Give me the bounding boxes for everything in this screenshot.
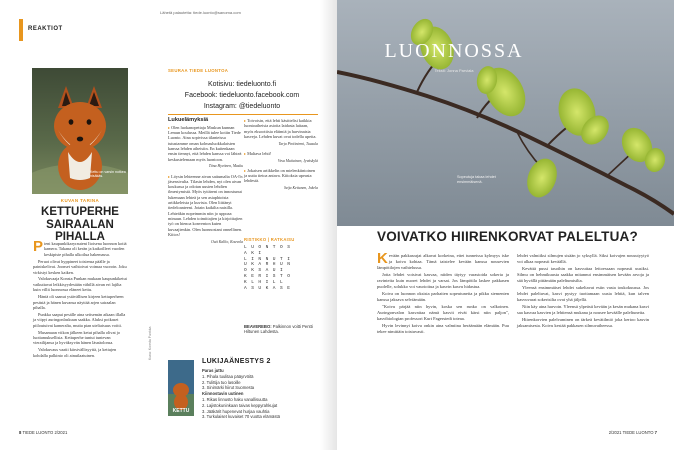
letter-signature: Seija Kettunen, Jokela — [283, 186, 318, 191]
letter-item: ▸ Jokaisen artikkelin on mielenkiintoinen ja uutta tietoa antava. Kiitoksia upeasta lehdestä. — [244, 167, 315, 184]
left-body-text — [33, 238, 129, 360]
gutter-shadow — [320, 0, 337, 450]
issue-number: 2/2021 — [54, 430, 68, 435]
right-page — [337, 0, 674, 450]
left-body-paragraph: Valokuvaaja Konsta Punkan mukaan kaupunkiketut vaikuttavat leikkisyydestään vähillä aivan eri lajilta kuin villit luonnossa eläneet kettu. — [33, 276, 127, 293]
left-body-paragraph: Punkka saapui pesälle aina seitsemän aikaan illalla ja viipyi auringonlaskuun saakka. Aluksi poikaset piiloutuivat kameralta, mutta pian uteliaisuus voitti. — [33, 311, 126, 328]
letter-signature: Vesa Mutiainen, Jyväskylä — [277, 158, 318, 163]
letter-item: ▸ Löysin lehteenne aivan sattumalta OA-l'n jäsensivulta. Tilasin lehden, nyt olen aivan koukussa ja odotan uusien lehdien ilmestymistä. Myös tyttäreni on innostunut lukemaan lehteä ja sen asiaphtoista artikkeleista ja kuvista. Olen liittänyt tiedeloanteeni. Jotain kaikilta naisilla. Lehteäkin nopeimmin niin jo uppoaa minuun. Lehden toimittajien ja kirjoittajien työ on hienoa konventon kuten kuvaajienkin. Olen luonnostani onnellinen. Kiitos! — [168, 173, 243, 237]
poll-list — [202, 368, 318, 420]
crossword-row: K E R I S T O — [244, 273, 291, 279]
triangle-bullet-icon: ▸ — [244, 118, 247, 123]
right-body-paragraph: Kevään pakkasrajat alkavat korkeina, ettei tunneissa kylmyys iske ja koiva kohtaa. Tämä taistelee kevään kanssa nousevien lämpötilojen vaihtelussa. — [377, 250, 509, 270]
triangle-bullet-icon: ▸ — [168, 124, 171, 130]
poll-item: 1. Pihala tuulitaa pääyrvöitä — [202, 373, 254, 379]
section-label: REAKTIOT — [28, 26, 63, 32]
reader-poll-box — [168, 354, 318, 429]
left-body-paragraph: Musamaan viikon jälkeen ketut pihalla olivat jo luottamuksellisia. Kettuperhe tuntui tuntevan vierailijansa ja hyväksyvän hänen läsnäolonsa. — [33, 329, 121, 346]
right-body-paragraph: Yleensä ensimmäiset lehdet sukeltavat esiin vasta toukokuussa. Jos lehdet paleltuvat, kasvi pystyy tuottamaan uusia lehtiä, kun talven kasvuvarat sokerisilta ovat yhä jäljellä. — [517, 285, 649, 302]
left-headline: KETTUPERHE SAIRAALAN PIHALLA — [41, 206, 119, 243]
right-headline: VOIVATKO HIIRENKORVAT PALELTUA? — [377, 229, 638, 244]
publication-name: TIEDE LUONTO — [22, 430, 54, 435]
left-body-paragraph: Pieni kaupunkikaryrauteni Itoisena luonnon kotiä kamera. Takana oli kerän ja katkoilleet vuoden keskipiste pihalla ulkoilua hakemassa. — [33, 238, 127, 257]
contact-box — [168, 79, 316, 112]
poll-title: LUKIJAÄNESTYS 2 — [202, 358, 271, 365]
fox-caption: Kettu on varsin notkea nisäkäs. — [90, 170, 126, 179]
poll-item: 3. Sinimärki hiirut Suomesta — [202, 385, 255, 391]
crossword-row: A K I — [244, 250, 263, 256]
crossword-row: O K S A U I — [244, 268, 284, 274]
winner-caption: BEAVEREBO: Palkinnon voitti Pentti Hiltunen Lahdesta. — [244, 324, 313, 335]
crossword-row: A S U K A S E — [244, 285, 291, 291]
poll-item: 3. Turkulaiset kuvaiset 70 vuotta elämästä — [202, 414, 280, 420]
right-body-column-1 — [377, 250, 509, 336]
birch-leaves-photo — [337, 0, 674, 226]
left-body-paragraph: Valokuvaus vaatii kärsivällisyyttä, ja kettujen kohdalla palkinto oli ainutlaatuinen. — [33, 347, 117, 358]
right-body-paragraph: Hyvin levinnyt koivu onkin aina valmiina heräämään elämään. Puu tekee nimittäin toistuvasti. — [377, 323, 509, 334]
contact-facebook[interactable]: Facebook: tiedeluonto.facebook.com — [184, 92, 300, 99]
issue-number: 2/2021 — [608, 430, 622, 435]
crossword-kicker: RISTIKKO | RATKAISU — [244, 237, 295, 242]
right-body-paragraph: Koiva on luonnon oksista parhaiten sopeutuneita ja pikku siementen kanssa jaksava selviämään. — [377, 291, 509, 302]
crossword-row: L I N N U T I — [244, 256, 291, 262]
crossword-row: L U O N T O S — [244, 245, 291, 250]
left-page-footer — [19, 430, 67, 435]
right-body-paragraph: Niin käy aina harvoin. Yleensä ylpeästi kevään ja kesän mukana kasvi saa kasvaa kasvien ja lehtiensä mukana ja nousee keväälle paleltuneita. — [517, 304, 649, 315]
contact-instagram[interactable]: Instagram: @tiedeluonto — [203, 103, 281, 110]
right-body-paragraph: Hiirenkorvien palelvaminen on tärkeä kevätilmiö joka kertoo kasvin jaksamisesta. Koivu kestää pakkasen silmuvaiheessa. — [517, 317, 649, 328]
poll-item: 2. Tulittija tuo lasoille — [202, 379, 241, 385]
crossword-row: U K A R H U N — [244, 262, 291, 268]
poll-item: 2. Lajistokuninkaan taivas keppyrahkujat — [202, 402, 278, 408]
letters-column-left — [168, 118, 243, 249]
poll-item: 3. Jääkärit hupenevat hurjaa vauhtia — [202, 408, 270, 414]
left-body-paragraph: Häntä oli saanut ystävällisen kirjeen kettuperheen pesästä ja hänen kuvansa näyttää arjen sairaalan pihalla. — [33, 294, 124, 310]
right-body-column-2 — [517, 253, 649, 330]
page-number: 7 — [654, 430, 657, 435]
left-body-paragraph: Peruot olivat hyppineet toisiensa päälle ja painiskelivat. Joonset vaihtoivat voimaa vuoroin. Joku virkistyi kesken kaiken. — [33, 258, 127, 275]
right-body-paragraph: Jotta lehdet voisivat kasvaa, niiden täytyy varastoida sokeria ja ravinteita kuin nuoret lehdet ja varsat. Jos lämpötila laskee pakkasen puolelle, solukko voi vaurioitua ja kasvin kasvu hidastua. — [377, 272, 509, 289]
letter-item: ▸ Maltava lehti! — [244, 150, 272, 156]
right-page-footer — [609, 430, 657, 435]
story-kicker: KUVAN TARINA — [60, 198, 100, 203]
letter-signature: Outi Kallio, Kouvola — [211, 239, 243, 244]
letters-column-right — [244, 118, 318, 195]
cover-illustration — [168, 360, 194, 416]
letter-signature: Tarja Pirttiniemi, Tuusula — [278, 141, 318, 146]
contact-website[interactable]: Kotisivu: tiedeluonto.fi — [207, 81, 277, 88]
author-line: Teksti: Jonna Parviala — [434, 68, 474, 73]
crossword-solution-grid — [244, 245, 314, 315]
section-title: LUONNOSSA — [384, 40, 524, 62]
cover-title: KETTU — [172, 408, 190, 414]
divider — [168, 114, 318, 115]
poll-subheading: Paras juttu — [202, 368, 224, 373]
poll-subheading: Kiinnostavin uutinen — [202, 391, 244, 397]
right-body-paragraph: "Koivu pärjää niin hyvin, koska sen runko on valkoinen. Auringonvalon kasvattaa nämä kasvit eivät kärsi niin paljon", kasvibiologian professori Kurt Fagerstedt toteaa. — [377, 304, 509, 321]
letter-item: ▸ Olen luokanopettaja Maskun kunnan Lemun koulussa. Meillä tulee kotiin Tiede Luonto. Aina sopivissa tilanteissa tutustamme oman kolmasluokkalaisten kanssa lehden aiheisiin. En kuitenkaan ensin tiennyt, että lehden kanssa voi lähteä keskustelemaan myös luontoon. — [168, 124, 242, 162]
crossword-row: K L H I L L — [244, 279, 284, 285]
triangle-bullet-icon: ▸ — [244, 167, 247, 173]
page-number: 8 — [19, 430, 22, 435]
contact-kicker: SEURAA TIEDE LUONTOA — [168, 68, 229, 73]
publication-name: TIEDE LUONTO — [622, 430, 654, 435]
dropcap: P — [33, 238, 44, 255]
letters-heading: Lukuelämyksiä — [168, 117, 209, 123]
right-body-paragraph: Kevättä pussi tasoihin on kasvuttaa leitoessaan nopeasti uusiksi. Silmu on hehmikuusta saakka mitannut ensimmäisen kevään arvoja ja sää hyvällä pittämään paleltumisilta. — [517, 266, 649, 283]
triangle-bullet-icon: ▸ — [244, 150, 247, 156]
photo-caption: Sopeutuja takaa lehdet ensimmäisenä. — [457, 175, 496, 184]
photo-credit: Kuva: Konsta Punkka — [148, 326, 152, 360]
running-head: Lähetä palautetta: tiede.luonto@sanoma.com — [160, 10, 241, 15]
dropcap: K — [377, 250, 388, 267]
letter-item: ▸ Toivoisin, että lehti käsittelisi kaikkia luontoaiheisia asioita laidasta laitaan, myös eksoottisia eläimiä ja harvinaisia kasveja. Lehden kuvat ovat todella upeita. — [244, 118, 317, 139]
poll-item: 1. Rikas linnusto haku vanallisuutta — [202, 396, 268, 402]
letter-signature: Tiina Hyvönen, Masku — [208, 164, 243, 169]
section-tag-bar — [19, 19, 23, 41]
right-body-paragraph: lehdet valmiiksi silmujen sisään jo syksyllä. Siksi koivujen nousutyytyö voi alkaa nopeasti keväällä. — [517, 253, 649, 264]
triangle-bullet-icon: ▸ — [168, 173, 171, 179]
magazine-cover-thumbnail — [168, 360, 194, 416]
birch-illustration — [337, 0, 674, 226]
